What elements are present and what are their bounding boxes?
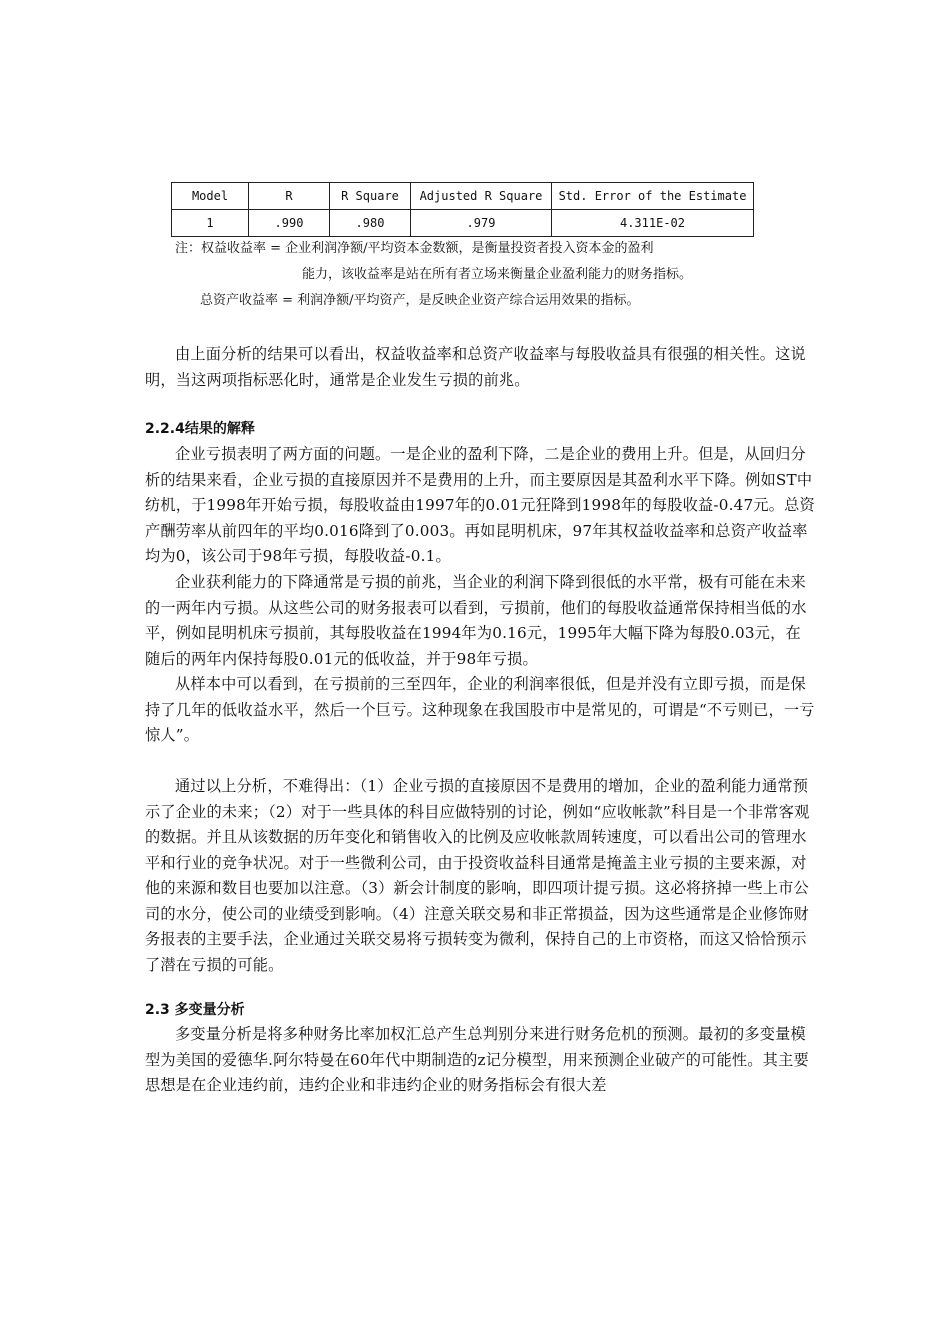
paragraph-conclusions: 通过以上分析，不难得出：（1）企业亏损的直接原因不是费用的增加，企业的盈利能力通常预示了企业的未来；（2）对于一些具体的科目应做特别的讨论，例如“应收帐款”科目是一个非常客观的数据。并且从该数据的历年变化和销售收入的比例及应收帐款周转速度，可以看出公司的管理水平和行业的竞争状况。对于一些微利公司，由于投资收益科目通常是掩盖主业亏损的主要来源，对他的来源和数目也要加以注意。（3）新会计制度的影响，即四项计提亏损。这必将挤掉一些上市公司的水分，使公司的业绩受到影响。（4）注意关联交易和非正常损益，因为这些通常是企业修饰财务报表的主要手法，企业通过关联交易将亏损转变为微利，保持自己的上市资格，而这又恰恰预示了潜在亏损的可能。 bbox=[145, 777, 810, 974]
table-note-line-3: 总资产收益率 = 利润净额/平均资产，是反映企业资产综合运用效果的指标。 bbox=[200, 293, 640, 308]
paragraph-correlation: 由上面分析的结果可以看出，权益收益率和总资产收益率与每股收益具有很强的相关性。这说明，当这两项指标恶化时，通常是企业发生亏损的前兆。 bbox=[145, 345, 806, 389]
cell-r: .990 bbox=[249, 210, 330, 237]
table-note-line-2: 能力，该收益率是站在所有者立场来衡量企业盈利能力的财务指标。 bbox=[302, 267, 693, 282]
cell-r-square: .980 bbox=[330, 210, 411, 237]
header-r-square: R Square bbox=[330, 183, 411, 210]
header-std-error: Std. Error of the Estimate bbox=[552, 183, 754, 210]
cell-std-error: 4.311E-02 bbox=[552, 210, 754, 237]
section-heading-2-2-4: 2.2.4结果的解释 bbox=[145, 421, 255, 437]
header-model: Model bbox=[172, 183, 249, 210]
paragraph-multivariate-analysis: 多变量分析是将多种财务比率加权汇总产生总判别分来进行财务危机的预测。最初的多变量模型为美国的爱德华.阿尔特曼在60年代中期制造的z记分模型，用来预测企业破产的可能性。其主要思想是在企业违约前，违约企业和非违约企业的财务指标会有很大差 bbox=[145, 1025, 809, 1094]
cell-adjusted-r-square: .979 bbox=[411, 210, 552, 237]
table-row bbox=[172, 210, 754, 237]
model-summary-table bbox=[171, 182, 754, 237]
table-note-line-1: 注：权益收益率 = 企业利润净额/平均资本金数额，是衡量投资者投入资本金的盈利 bbox=[175, 241, 654, 256]
header-r: R bbox=[249, 183, 330, 210]
cell-model: 1 bbox=[172, 210, 249, 237]
table-header-row bbox=[172, 183, 754, 210]
header-adjusted-r-square: Adjusted R Square bbox=[411, 183, 552, 210]
paragraph-loss-causes: 企业亏损表明了两方面的问题。一是企业的盈利下降，二是企业的费用上升。但是，从回归分析的结果来看，企业亏损的直接原因并不是费用的上升，而主要原因是其盈利水平下降。例如ST中纺机，于1998年开始亏损，每股收益由1997年的0.01元狂降到1998年的每股收益-0.47元。总资产酬劳率从前四年的平均0.016降到了0.003。再如昆明机床，97年其权益收益率和总资产收益率均为0，该公司于98年亏损，每股收益-0.1。 bbox=[145, 445, 815, 565]
paragraph-profit-decline: 企业获利能力的下降通常是亏损的前兆，当企业的利润下降到很低的水平常，极有可能在未来的一两年内亏损。从这些公司的财务报表可以看到，亏损前，他们的每股收益通常保持相当低的水平，例如昆明机床亏损前，其每股收益在1994年为0.16元，1995年大幅下降为每股0.03元，在随后的两年内保持每股0.01元的低收益，并于98年亏损。 bbox=[145, 573, 807, 668]
paragraph-sample-observation: 从样本中可以看到，在亏损前的三至四年，企业的利润率很低，但是并没有立即亏损，而是保持了几年的低收益水平，然后一个巨亏。这种现象在我国股市中是常见的，可谓是“不亏则已，一亏惊人”。 bbox=[145, 675, 815, 744]
section-heading-2-3: 2.3 多变量分析 bbox=[145, 1002, 245, 1018]
